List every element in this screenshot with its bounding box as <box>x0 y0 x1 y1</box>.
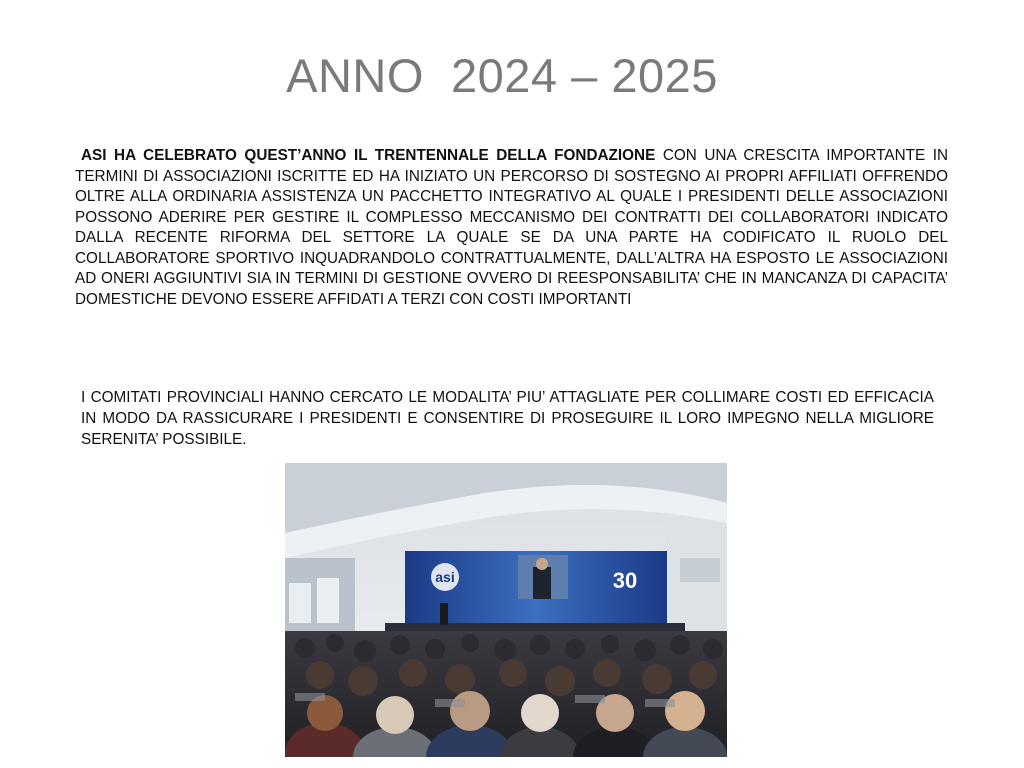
paragraph-1-bold-lead: ASI HA CELEBRATO QUEST’ANNO IL TRENTENNALE DELLA FONDAZIONE <box>81 147 656 164</box>
slide-title: ANNO 2024 – 2025 <box>286 49 718 102</box>
conference-photo-image <box>285 463 727 757</box>
paragraph-1 <box>75 146 948 310</box>
paragraph-1-text: CON UNA CRESCITA IMPORTANTE IN TERMINI DI ASSOCIAZIONI ISCRITTE ED HA INIZIATO UN PERCORSO DI SOSTEGNO AI PROPRI AFFILIATI OFFRENDO OLTRE ALLA ORDINARIA ASSISTENZA UN PACCHETTO INTEGRATIVO AL QUALE I PRESIDENTI DELLE ASSOCIAZIONI POSSONO ADERIRE PER GESTIRE IL COMPLESSO MECCANISMO DEI CONTRATTI DEI COLLABORATORI INDICATO DALLA RECENTE RIFORMA DEL SETTORE LA QUALE SE DA UNA PARTE HA CODIFICATO IL RUOLO DEL COLLABORATORE SPORTIVO INQUADRANDOLO CONTRATTUALMENTE, DALL’ALTRA HA ESPOSTO LE ASSOCIAZIONI AD ONERI AGGIUNTIVI SIA IN TERMINI DI GESTIONE OVVERO DI REESPONSABILITA’ CHE IN MANCANZA DI CAPACITA’ DOMESTICHE DEVONO ESSERE AFFIDATI A TERZI CON COSTI IMPORTANTI <box>75 147 948 308</box>
paragraph-2: I COMITATI PROVINCIALI HANNO CERCATO LE MODALITA’ PIU’ ATTAGLIATE PER COLLIMARE COSTI ED EFFICACIA IN MODO DA RASSICURARE I PRESIDENTI E CONSENTIRE DI PROSEGUIRE IL LORO IMPEGNO NELLA MIGLIORE SERENITA’ POSSIBILE. <box>81 389 934 448</box>
stage-anniversary-text: 30 <box>612 568 638 593</box>
stage-logo-text: asi <box>435 569 455 585</box>
conference-photo <box>285 463 727 757</box>
